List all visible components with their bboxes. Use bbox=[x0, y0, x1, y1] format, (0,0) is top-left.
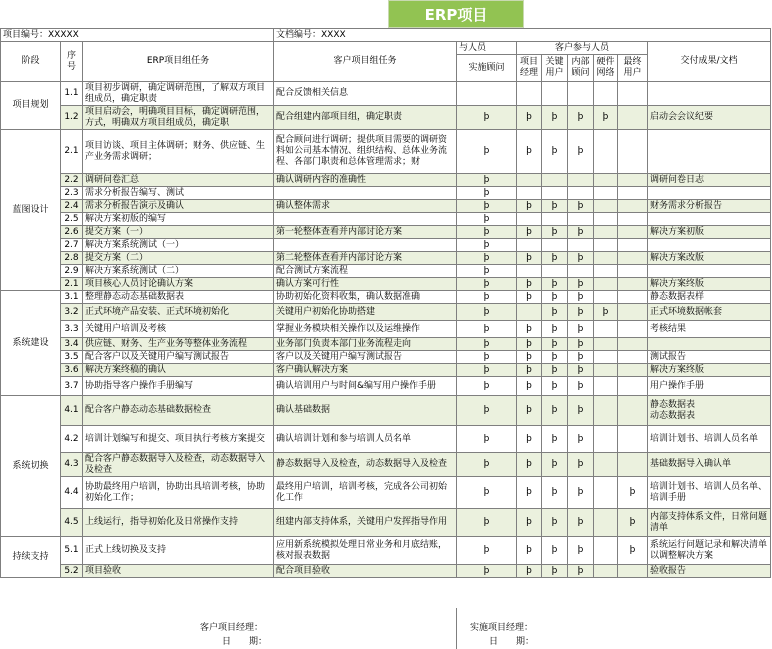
seq-cell[interactable]: 4.4 bbox=[61, 477, 83, 509]
hardware-network-cell[interactable] bbox=[594, 565, 618, 578]
internal-consultant-cell[interactable] bbox=[568, 82, 594, 106]
end-user-cell[interactable] bbox=[618, 252, 648, 265]
internal-consultant-cell[interactable]: þ bbox=[568, 130, 594, 174]
client-task-cell[interactable]: 静态数据导入及检查，动态数据导入及检查 bbox=[274, 453, 457, 477]
erp-task-cell[interactable]: 供应链、财务、生产业务等整体业务流程 bbox=[83, 338, 274, 351]
project-manager-cell[interactable]: þ bbox=[517, 509, 542, 537]
hardware-network-cell[interactable] bbox=[594, 537, 618, 565]
end-user-cell[interactable] bbox=[618, 174, 648, 187]
end-user-cell[interactable] bbox=[618, 565, 648, 578]
end-user-cell[interactable] bbox=[618, 321, 648, 338]
hardware-network-cell[interactable]: þ bbox=[594, 106, 618, 130]
key-user-cell[interactable]: þ bbox=[542, 537, 568, 565]
client-task-cell[interactable]: 协助初始化资料收集，确认数据准确 bbox=[274, 291, 457, 304]
client-task-cell[interactable] bbox=[274, 239, 457, 252]
impl-consultant-cell[interactable] bbox=[457, 82, 517, 106]
internal-consultant-cell[interactable] bbox=[568, 213, 594, 226]
client-task-cell[interactable]: 配合测试方案流程 bbox=[274, 265, 457, 278]
client-task-cell[interactable]: 掌握业务模块相关操作以及运维操作 bbox=[274, 321, 457, 338]
deliverable-cell[interactable] bbox=[648, 130, 771, 174]
internal-consultant-cell[interactable]: þ bbox=[568, 278, 594, 291]
deliverable-cell[interactable]: 解决方案终版 bbox=[648, 364, 771, 377]
deliverable-cell[interactable]: 系统运行问题记录和解决清单以调整解决方案 bbox=[648, 537, 771, 565]
project-manager-cell[interactable]: þ bbox=[517, 453, 542, 477]
internal-consultant-cell[interactable]: þ bbox=[568, 537, 594, 565]
impl-consultant-cell[interactable]: þ bbox=[457, 477, 517, 509]
erp-task-cell[interactable]: 解决方案初版的编写 bbox=[83, 213, 274, 226]
key-user-cell[interactable]: þ bbox=[542, 304, 568, 321]
seq-cell[interactable]: 2.1 bbox=[61, 130, 83, 174]
deliverable-cell[interactable]: 测试报告 bbox=[648, 351, 771, 364]
hardware-network-cell[interactable] bbox=[594, 453, 618, 477]
title-bar bbox=[0, 0, 772, 28]
seq-cell[interactable]: 4.2 bbox=[61, 426, 83, 453]
header-hardware-network[interactable]: 硬件网络 bbox=[594, 55, 618, 82]
end-user-cell[interactable] bbox=[618, 130, 648, 174]
end-user-cell[interactable]: þ bbox=[618, 537, 648, 565]
client-pm-label: 客户项目经理： bbox=[200, 623, 264, 633]
deliverable-cell[interactable]: 调研问卷日志 bbox=[648, 174, 771, 187]
internal-consultant-cell[interactable]: þ bbox=[568, 377, 594, 396]
hardware-network-cell[interactable] bbox=[594, 213, 618, 226]
internal-consultant-cell[interactable]: þ bbox=[568, 477, 594, 509]
deliverable-cell[interactable]: 培训计划书、培训人员名单、培训手册 bbox=[648, 477, 771, 509]
project-table bbox=[0, 28, 771, 578]
key-user-cell[interactable]: þ bbox=[542, 351, 568, 364]
stage-cell[interactable]: 持续支持 bbox=[1, 537, 61, 578]
erp-task-cell[interactable]: 解决方案系统测试（二） bbox=[83, 265, 274, 278]
hardware-network-cell[interactable] bbox=[594, 377, 618, 396]
stage-cell[interactable]: 项目规划 bbox=[1, 82, 61, 130]
deliverable-cell[interactable]: 培训计划书、培训人员名单 bbox=[648, 426, 771, 453]
client-task-cell[interactable]: 组建内部支持体系，关键用户发挥指导作用 bbox=[274, 509, 457, 537]
header-client-participants[interactable]: 客户参与人员 bbox=[517, 42, 648, 55]
erp-task-cell[interactable]: 调研问卷汇总 bbox=[83, 174, 274, 187]
seq-cell[interactable]: 3.7 bbox=[61, 377, 83, 396]
key-user-cell[interactable]: þ bbox=[542, 426, 568, 453]
hardware-network-cell[interactable] bbox=[594, 252, 618, 265]
end-user-cell[interactable] bbox=[618, 396, 648, 426]
hardware-network-cell[interactable] bbox=[594, 477, 618, 509]
seq-cell[interactable]: 4.1 bbox=[61, 396, 83, 426]
impl-consultant-cell[interactable]: þ bbox=[457, 239, 517, 252]
erp-task-cell[interactable]: 项目核心人员讨论确认方案 bbox=[83, 278, 274, 291]
hardware-network-cell[interactable] bbox=[594, 321, 618, 338]
header-key-user[interactable]: 关键用户 bbox=[542, 55, 568, 82]
deliverable-cell[interactable] bbox=[648, 213, 771, 226]
hardware-network-cell[interactable]: þ bbox=[594, 304, 618, 321]
client-task-cell[interactable]: 第一轮整体查看并内部讨论方案 bbox=[274, 226, 457, 239]
project-manager-cell[interactable]: þ bbox=[517, 565, 542, 578]
deliverable-cell[interactable]: 解决方案初版 bbox=[648, 226, 771, 239]
project-manager-cell[interactable]: þ bbox=[517, 477, 542, 509]
seq-cell[interactable]: 3.1 bbox=[61, 291, 83, 304]
deliverable-cell[interactable] bbox=[648, 187, 771, 200]
internal-consultant-cell[interactable]: þ bbox=[568, 106, 594, 130]
erp-task-cell[interactable]: 培训计划编写和提交、项目执行考核方案提交 bbox=[83, 426, 274, 453]
impl-consultant-cell[interactable]: þ bbox=[457, 174, 517, 187]
internal-consultant-cell[interactable]: þ bbox=[568, 291, 594, 304]
hardware-network-cell[interactable] bbox=[594, 396, 618, 426]
internal-consultant-cell[interactable]: þ bbox=[568, 364, 594, 377]
impl-consultant-cell[interactable]: þ bbox=[457, 351, 517, 364]
impl-consultant-cell[interactable]: þ bbox=[457, 396, 517, 426]
project-manager-cell[interactable]: þ bbox=[517, 291, 542, 304]
end-user-cell[interactable] bbox=[618, 213, 648, 226]
key-user-cell[interactable]: þ bbox=[542, 106, 568, 130]
client-task-cell[interactable]: 应用新系统模拟处理日常业务和月底结账，核对报表数据 bbox=[274, 537, 457, 565]
impl-consultant-cell[interactable]: þ bbox=[457, 130, 517, 174]
impl-consultant-cell[interactable]: þ bbox=[457, 252, 517, 265]
impl-consultant-cell[interactable]: þ bbox=[457, 304, 517, 321]
internal-consultant-cell[interactable]: þ bbox=[568, 565, 594, 578]
impl-consultant-cell[interactable]: þ bbox=[457, 377, 517, 396]
key-user-cell[interactable]: þ bbox=[542, 453, 568, 477]
client-task-cell[interactable] bbox=[274, 213, 457, 226]
client-task-cell[interactable]: 确认培训计划和参与培训人员名单 bbox=[274, 426, 457, 453]
seq-cell[interactable]: 3.2 bbox=[61, 304, 83, 321]
impl-consultant-cell[interactable]: þ bbox=[457, 453, 517, 477]
seq-cell[interactable]: 2.9 bbox=[61, 265, 83, 278]
seq-cell[interactable]: 2.6 bbox=[61, 226, 83, 239]
end-user-cell[interactable] bbox=[618, 291, 648, 304]
internal-consultant-cell[interactable]: þ bbox=[568, 509, 594, 537]
signature-footer bbox=[0, 608, 772, 649]
key-user-cell[interactable] bbox=[542, 265, 568, 278]
internal-consultant-cell[interactable] bbox=[568, 187, 594, 200]
hardware-network-cell[interactable] bbox=[594, 174, 618, 187]
seq-cell[interactable]: 2.8 bbox=[61, 252, 83, 265]
erp-task-cell[interactable]: 项目访谈、项目主体调研；财务、供应链、生产业务需求调研； bbox=[83, 130, 274, 174]
erp-task-cell[interactable]: 正式上线切换及支持 bbox=[83, 537, 274, 565]
key-user-cell[interactable]: þ bbox=[542, 338, 568, 351]
key-user-cell[interactable] bbox=[542, 213, 568, 226]
hardware-network-cell[interactable] bbox=[594, 291, 618, 304]
seq-cell[interactable]: 4.3 bbox=[61, 453, 83, 477]
client-task-cell[interactable]: 确认方案可行性 bbox=[274, 278, 457, 291]
impl-consultant-cell[interactable]: þ bbox=[457, 565, 517, 578]
end-user-cell[interactable] bbox=[618, 265, 648, 278]
impl-consultant-cell[interactable]: þ bbox=[457, 213, 517, 226]
seq-cell[interactable]: 1.1 bbox=[61, 82, 83, 106]
header-erp-task[interactable]: ERP项目组任务 bbox=[83, 42, 274, 82]
erp-task-cell[interactable]: 解决方案系统测试（一） bbox=[83, 239, 274, 252]
project-manager-cell[interactable]: þ bbox=[517, 226, 542, 239]
deliverable-cell[interactable]: 用户操作手册 bbox=[648, 377, 771, 396]
project-manager-cell[interactable]: þ bbox=[517, 396, 542, 426]
deliverable-cell[interactable]: 财务需求分析报告 bbox=[648, 200, 771, 213]
erp-task-cell[interactable]: 项目验收 bbox=[83, 565, 274, 578]
erp-task-cell[interactable]: 需求分析报告编写、测试 bbox=[83, 187, 274, 200]
erp-task-cell[interactable]: 配合客户以及关键用户编写测试报告 bbox=[83, 351, 274, 364]
seq-cell[interactable]: 2.7 bbox=[61, 239, 83, 252]
end-user-cell[interactable] bbox=[618, 82, 648, 106]
header-end-user[interactable]: 最终用户 bbox=[618, 55, 648, 82]
deliverable-cell[interactable]: 基础数据导入确认单 bbox=[648, 453, 771, 477]
project-manager-cell[interactable] bbox=[517, 82, 542, 106]
erp-task-cell[interactable]: 协助最终用户培训，协助出具培训考核，协助初始化工作； bbox=[83, 477, 274, 509]
client-task-cell[interactable]: 业务部门负责本部门业务流程走向 bbox=[274, 338, 457, 351]
seq-cell[interactable]: 2.2 bbox=[61, 174, 83, 187]
client-date-label: 日 期： bbox=[222, 637, 268, 647]
internal-consultant-cell[interactable]: þ bbox=[568, 351, 594, 364]
deliverable-cell[interactable]: 正式环境数据帐套 bbox=[648, 304, 771, 321]
project-manager-cell[interactable] bbox=[517, 187, 542, 200]
impl-consultant-cell[interactable]: þ bbox=[457, 291, 517, 304]
internal-consultant-cell[interactable] bbox=[568, 239, 594, 252]
stage-cell[interactable]: 蓝图设计 bbox=[1, 130, 61, 291]
client-task-cell[interactable]: 客户确认解决方案 bbox=[274, 364, 457, 377]
project-manager-cell[interactable] bbox=[517, 239, 542, 252]
impl-consultant-cell[interactable]: þ bbox=[457, 321, 517, 338]
client-task-cell[interactable]: 第二轮整体查看并内部讨论方案 bbox=[274, 252, 457, 265]
hardware-network-cell[interactable] bbox=[594, 130, 618, 174]
seq-cell[interactable]: 2.1 bbox=[61, 278, 83, 291]
client-task-cell[interactable]: 配合项目验收 bbox=[274, 565, 457, 578]
seq-cell[interactable]: 3.6 bbox=[61, 364, 83, 377]
client-task-cell[interactable]: 配合组建内部项目组，确定职责 bbox=[274, 106, 457, 130]
seq-cell[interactable]: 3.3 bbox=[61, 321, 83, 338]
project-manager-cell[interactable]: þ bbox=[517, 321, 542, 338]
client-task-cell[interactable] bbox=[274, 187, 457, 200]
project-manager-cell[interactable]: þ bbox=[517, 252, 542, 265]
hardware-network-cell[interactable] bbox=[594, 364, 618, 377]
internal-consultant-cell[interactable] bbox=[568, 174, 594, 187]
seq-cell[interactable]: 5.2 bbox=[61, 565, 83, 578]
key-user-cell[interactable]: þ bbox=[542, 200, 568, 213]
end-user-cell[interactable] bbox=[618, 226, 648, 239]
end-user-cell[interactable] bbox=[618, 200, 648, 213]
stage-cell[interactable]: 系统切换 bbox=[1, 396, 61, 537]
impl-consultant-cell[interactable]: þ bbox=[457, 106, 517, 130]
end-user-cell[interactable] bbox=[618, 426, 648, 453]
erp-task-cell[interactable]: 配合客户静态动态基础数据检查 bbox=[83, 396, 274, 426]
deliverable-cell[interactable] bbox=[648, 265, 771, 278]
header-seq[interactable]: 序号 bbox=[61, 42, 83, 82]
hardware-network-cell[interactable] bbox=[594, 426, 618, 453]
hardware-network-cell[interactable] bbox=[594, 338, 618, 351]
stage-cell[interactable]: 系统建设 bbox=[1, 291, 61, 396]
project-manager-cell[interactable]: þ bbox=[517, 130, 542, 174]
impl-consultant-cell[interactable]: þ bbox=[457, 426, 517, 453]
key-user-cell[interactable]: þ bbox=[542, 509, 568, 537]
erp-task-cell[interactable]: 整理静态动态基础数据表 bbox=[83, 291, 274, 304]
key-user-cell[interactable]: þ bbox=[542, 565, 568, 578]
footer-divider bbox=[456, 608, 457, 649]
end-user-cell[interactable] bbox=[618, 304, 648, 321]
client-task-cell[interactable]: 确认基础数据 bbox=[274, 396, 457, 426]
hardware-network-cell[interactable] bbox=[594, 278, 618, 291]
project-manager-cell[interactable]: þ bbox=[517, 537, 542, 565]
header-internal-consultant[interactable]: 内部顾问 bbox=[568, 55, 594, 82]
erp-task-cell[interactable]: 协助指导客户操作手册编写 bbox=[83, 377, 274, 396]
deliverable-cell[interactable]: 解决方案改版 bbox=[648, 252, 771, 265]
internal-consultant-cell[interactable]: þ bbox=[568, 304, 594, 321]
hardware-network-cell[interactable] bbox=[594, 200, 618, 213]
project-number[interactable]: 项目编号：XXXXX bbox=[1, 29, 274, 42]
key-user-cell[interactable] bbox=[542, 174, 568, 187]
deliverable-cell[interactable]: 静态数据表样 bbox=[648, 291, 771, 304]
end-user-cell[interactable]: þ bbox=[618, 509, 648, 537]
seq-cell[interactable]: 5.1 bbox=[61, 537, 83, 565]
seq-cell[interactable]: 2.3 bbox=[61, 187, 83, 200]
internal-consultant-cell[interactable] bbox=[568, 265, 594, 278]
seq-cell[interactable]: 3.5 bbox=[61, 351, 83, 364]
end-user-cell[interactable] bbox=[618, 338, 648, 351]
deliverable-cell[interactable]: 验收报告 bbox=[648, 565, 771, 578]
internal-consultant-cell[interactable]: þ bbox=[568, 426, 594, 453]
internal-consultant-cell[interactable]: þ bbox=[568, 252, 594, 265]
client-task-cell[interactable]: 客户以及关键用户编写测试报告 bbox=[274, 351, 457, 364]
client-task-cell[interactable]: 确认培训用户与时间&编写用户操作手册 bbox=[274, 377, 457, 396]
erp-task-cell[interactable]: 提交方案（一） bbox=[83, 226, 274, 239]
end-user-cell[interactable] bbox=[618, 377, 648, 396]
project-manager-cell[interactable]: þ bbox=[517, 377, 542, 396]
impl-consultant-cell[interactable]: þ bbox=[457, 364, 517, 377]
impl-consultant-cell[interactable]: þ bbox=[457, 338, 517, 351]
erp-task-cell[interactable]: 配合客户静态数据导入及检查，动态数据导入及检查 bbox=[83, 453, 274, 477]
project-manager-cell[interactable]: þ bbox=[517, 426, 542, 453]
document-number[interactable]: 文档编号：XXXX bbox=[274, 29, 771, 42]
deliverable-cell[interactable]: 内部支持体系文件，日常问题清单 bbox=[648, 509, 771, 537]
project-manager-cell[interactable]: þ bbox=[517, 351, 542, 364]
impl-consultant-cell[interactable]: þ bbox=[457, 278, 517, 291]
internal-consultant-cell[interactable]: þ bbox=[568, 226, 594, 239]
end-user-cell[interactable] bbox=[618, 364, 648, 377]
project-manager-cell[interactable]: þ bbox=[517, 364, 542, 377]
deliverable-cell[interactable] bbox=[648, 338, 771, 351]
hardware-network-cell[interactable] bbox=[594, 351, 618, 364]
impl-date-label: 日 期： bbox=[489, 637, 535, 647]
header-stage[interactable]: 阶段 bbox=[1, 42, 61, 82]
key-user-cell[interactable]: þ bbox=[542, 278, 568, 291]
hardware-network-cell[interactable] bbox=[594, 509, 618, 537]
deliverable-cell[interactable]: 启动会会议纪要 bbox=[648, 106, 771, 130]
deliverable-cell[interactable]: 考核结果 bbox=[648, 321, 771, 338]
key-user-cell[interactable]: þ bbox=[542, 377, 568, 396]
erp-task-cell[interactable]: 关键用户培训及考核 bbox=[83, 321, 274, 338]
client-task-cell[interactable]: 最终用户培训，培训考核，完成各公司初始化工作 bbox=[274, 477, 457, 509]
internal-consultant-cell[interactable]: þ bbox=[568, 200, 594, 213]
impl-consultant-cell[interactable]: þ bbox=[457, 265, 517, 278]
seq-cell[interactable]: 4.5 bbox=[61, 509, 83, 537]
impl-consultant-cell[interactable]: þ bbox=[457, 226, 517, 239]
deliverable-cell[interactable] bbox=[648, 239, 771, 252]
project-manager-cell[interactable] bbox=[517, 304, 542, 321]
end-user-cell[interactable] bbox=[618, 351, 648, 364]
sheet-title[interactable]: ERP项目 bbox=[388, 0, 524, 28]
key-user-cell[interactable]: þ bbox=[542, 252, 568, 265]
key-user-cell[interactable] bbox=[542, 82, 568, 106]
internal-consultant-cell[interactable]: þ bbox=[568, 396, 594, 426]
client-task-cell[interactable]: 配合反馈相关信息 bbox=[274, 82, 457, 106]
end-user-cell[interactable] bbox=[618, 453, 648, 477]
key-user-cell[interactable]: þ bbox=[542, 130, 568, 174]
key-user-cell[interactable] bbox=[542, 239, 568, 252]
end-user-cell[interactable] bbox=[618, 278, 648, 291]
impl-pm-label: 实施项目经理： bbox=[470, 623, 534, 633]
project-manager-cell[interactable]: þ bbox=[517, 278, 542, 291]
key-user-cell[interactable]: þ bbox=[542, 321, 568, 338]
end-user-cell[interactable]: þ bbox=[618, 477, 648, 509]
key-user-cell[interactable] bbox=[542, 187, 568, 200]
client-task-cell[interactable]: 确认整体需求 bbox=[274, 200, 457, 213]
end-user-cell[interactable] bbox=[618, 106, 648, 130]
header-project-manager[interactable]: 项目经理 bbox=[517, 55, 542, 82]
internal-consultant-cell[interactable]: þ bbox=[568, 338, 594, 351]
project-manager-cell[interactable]: þ bbox=[517, 200, 542, 213]
erp-task-cell[interactable]: 正式环境产品安装、正式环境初始化 bbox=[83, 304, 274, 321]
client-task-cell[interactable]: 关键用户初始化协助搭建 bbox=[274, 304, 457, 321]
key-user-cell[interactable]: þ bbox=[542, 396, 568, 426]
erp-task-cell[interactable]: 提交方案（二） bbox=[83, 252, 274, 265]
erp-task-cell[interactable]: 解决方案终稿的确认 bbox=[83, 364, 274, 377]
key-user-cell[interactable]: þ bbox=[542, 364, 568, 377]
hardware-network-cell[interactable] bbox=[594, 187, 618, 200]
impl-consultant-cell[interactable]: þ bbox=[457, 200, 517, 213]
header-participants[interactable]: 与人员 bbox=[457, 42, 517, 55]
erp-task-cell[interactable]: 上线运行，指导初始化及日常操作支持 bbox=[83, 509, 274, 537]
header-client-task[interactable]: 客户项目组任务 bbox=[274, 42, 457, 82]
seq-cell[interactable]: 3.4 bbox=[61, 338, 83, 351]
hardware-network-cell[interactable] bbox=[594, 82, 618, 106]
project-manager-cell[interactable] bbox=[517, 174, 542, 187]
erp-task-cell[interactable]: 项目初步调研，确定调研范围，了解双方项目组成员，确定职责 bbox=[83, 82, 274, 106]
impl-consultant-cell[interactable]: þ bbox=[457, 537, 517, 565]
erp-task-cell[interactable]: 项目启动会，明确项目目标，确定调研范围，方式，明确双方项目组成员，确定职 bbox=[83, 106, 274, 130]
key-user-cell[interactable]: þ bbox=[542, 291, 568, 304]
seq-cell[interactable]: 2.5 bbox=[61, 213, 83, 226]
client-task-cell[interactable]: 确认调研内容的准确性 bbox=[274, 174, 457, 187]
internal-consultant-cell[interactable]: þ bbox=[568, 321, 594, 338]
key-user-cell[interactable]: þ bbox=[542, 226, 568, 239]
project-manager-cell[interactable] bbox=[517, 265, 542, 278]
client-task-cell[interactable]: 配合顾问进行调研；提供项目需要的调研资料如公司基本情况、组织结构、总体业务流程、各部门职责和总体管理需求；财 bbox=[274, 130, 457, 174]
end-user-cell[interactable] bbox=[618, 239, 648, 252]
deliverable-cell[interactable]: 解决方案终版 bbox=[648, 278, 771, 291]
internal-consultant-cell[interactable]: þ bbox=[568, 453, 594, 477]
impl-consultant-cell[interactable]: þ bbox=[457, 509, 517, 537]
seq-cell[interactable]: 2.4 bbox=[61, 200, 83, 213]
hardware-network-cell[interactable] bbox=[594, 239, 618, 252]
hardware-network-cell[interactable] bbox=[594, 226, 618, 239]
project-manager-cell[interactable]: þ bbox=[517, 338, 542, 351]
seq-cell[interactable]: 1.2 bbox=[61, 106, 83, 130]
header-impl-consultant[interactable]: 实施顾问 bbox=[457, 55, 517, 82]
hardware-network-cell[interactable] bbox=[594, 265, 618, 278]
impl-consultant-cell[interactable]: þ bbox=[457, 187, 517, 200]
deliverable-cell[interactable]: 静态数据表 动态数据表 bbox=[648, 396, 771, 426]
deliverable-cell[interactable] bbox=[648, 82, 771, 106]
project-manager-cell[interactable]: þ bbox=[517, 106, 542, 130]
key-user-cell[interactable]: þ bbox=[542, 477, 568, 509]
end-user-cell[interactable] bbox=[618, 187, 648, 200]
project-manager-cell[interactable] bbox=[517, 213, 542, 226]
header-deliverables[interactable]: 交付成果/文档 bbox=[648, 42, 771, 82]
erp-task-cell[interactable]: 需求分析报告演示及确认 bbox=[83, 200, 274, 213]
